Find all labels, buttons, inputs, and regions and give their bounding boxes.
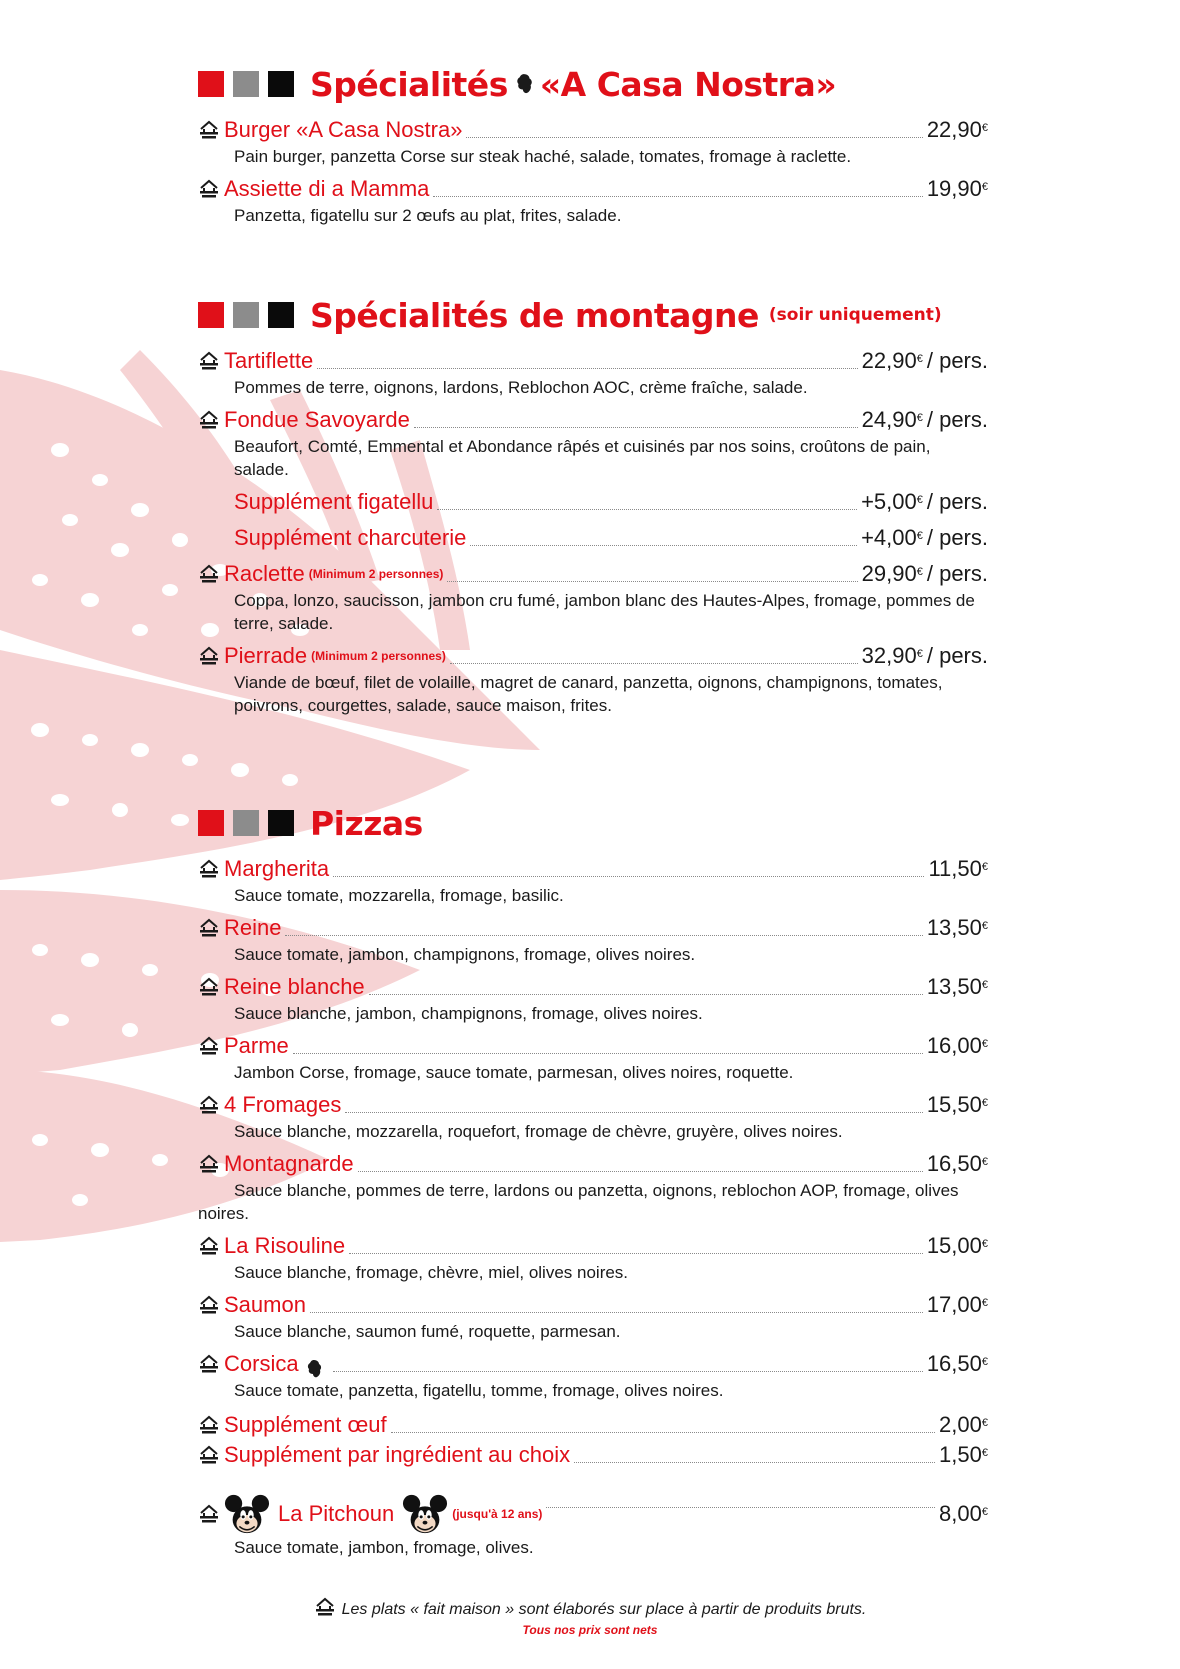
dot-leader [369, 994, 923, 995]
item-name: Supplément figatellu [234, 489, 434, 514]
item-price: 8,00€ [939, 1501, 988, 1526]
fait-maison-icon [198, 410, 220, 430]
fait-maison-icon [198, 120, 220, 140]
item-price: 13,50€ [926, 974, 988, 999]
menu-item-supplement [198, 1440, 988, 1470]
item-price: 16,50€ [926, 1351, 988, 1376]
fait-maison-icon [198, 351, 220, 371]
item-name: Pierrade [224, 643, 308, 668]
mickey-mouse-icon [402, 1493, 448, 1535]
item-name: Tartiflette [224, 348, 314, 373]
corsica-map-icon [514, 73, 534, 95]
grey-square-icon [233, 302, 259, 328]
item-price: 16,00€ [926, 1033, 988, 1058]
item-name: Supplément œuf [224, 1412, 387, 1437]
item-price: 24,90€ / pers. [861, 407, 988, 432]
fait-maison-icon [198, 1036, 220, 1056]
dot-leader [293, 1053, 923, 1054]
item-name: Parme [224, 1033, 289, 1058]
section-montagne [198, 290, 988, 717]
mickey-mouse-icon [224, 1493, 270, 1535]
item-price: 11,50€ [928, 856, 988, 881]
menu-item [198, 641, 988, 717]
item-description: Sauce blanche, saumon fumé, roquette, parmesan. [234, 1322, 621, 1341]
item-description: Sauce blanche, mozzarella, roquefort, fromage de chèvre, gruyère, olives noires. [234, 1122, 843, 1141]
section-casa-nostra [198, 59, 988, 227]
grey-square-icon [233, 71, 259, 97]
dot-leader [414, 427, 858, 428]
fait-maison-icon [198, 1354, 220, 1374]
item-price: 1,50€ [939, 1442, 988, 1467]
item-price: +4,00€ / pers. [861, 525, 988, 550]
item-note: (Minimum 2 personnes) [311, 649, 446, 663]
menu-item [198, 1149, 988, 1225]
section-title: Pizzas [310, 803, 423, 843]
item-name: Fondue Savoyarde [224, 407, 410, 432]
item-price: 13,50€ [926, 915, 988, 940]
grey-square-icon [233, 810, 259, 836]
item-name: Corsica [224, 1351, 299, 1376]
red-square-icon [198, 71, 224, 97]
item-note: (jusqu'à 12 ans) [452, 1507, 543, 1521]
corsica-map-icon [305, 1359, 323, 1379]
black-square-icon [268, 810, 294, 836]
item-name: Margherita [224, 856, 330, 881]
item-name: 4 Fromages [224, 1092, 342, 1117]
item-description: Sauce blanche, jambon, champignons, fromage, olives noires. [234, 1004, 703, 1023]
menu-item [198, 174, 988, 227]
fait-maison-icon [198, 1236, 220, 1256]
section-heading [198, 798, 988, 848]
fait-maison-icon [198, 859, 220, 879]
item-price: 22,90€ [926, 117, 988, 142]
menu-item [198, 346, 988, 399]
fait-maison-icon [198, 977, 220, 997]
dot-leader [574, 1462, 935, 1463]
item-price: 16,50€ [926, 1151, 988, 1176]
item-name: La Risouline [224, 1233, 346, 1258]
section-title-suffix: «A Casa Nostra» [539, 64, 837, 104]
section-title: Spécialités [310, 64, 508, 104]
item-price: 32,90€ / pers. [861, 643, 988, 668]
item-description: Panzetta, figatellu sur 2 œufs au plat, frites, salade. [234, 206, 622, 225]
item-description: Sauce blanche, fromage, chèvre, miel, olives noires. [234, 1263, 629, 1282]
fait-maison-icon [198, 1154, 220, 1174]
section-note: (soir uniquement) [768, 305, 942, 325]
item-description: Pain burger, panzetta Corse sur steak haché, salade, tomates, fromage à raclette. [234, 147, 852, 166]
footer-text: Les plats « fait maison » sont élaborés sur place à partir de produits bruts. [341, 1601, 867, 1618]
fait-maison-icon [198, 918, 220, 938]
dot-leader [358, 1171, 923, 1172]
menu-item [198, 1031, 988, 1084]
dot-leader [349, 1253, 923, 1254]
dot-leader [450, 663, 858, 664]
section-heading [198, 290, 988, 340]
section-title: Spécialités de montagne [310, 295, 759, 335]
footer-prices-note: Tous nos prix sont nets [522, 1623, 658, 1637]
red-square-icon [198, 302, 224, 328]
dot-leader [546, 1507, 935, 1508]
item-name: Burger «A Casa Nostra» [224, 117, 463, 142]
black-square-icon [268, 302, 294, 328]
fait-maison-icon [198, 646, 220, 666]
item-description: Sauce tomate, panzetta, figatellu, tomme, fromage, olives noires. [234, 1381, 724, 1400]
menu-item-supplement [198, 523, 988, 553]
menu-item-supplement [198, 487, 988, 517]
item-name: Raclette [224, 561, 305, 586]
item-name: Supplément par ingrédient au choix [224, 1442, 571, 1467]
item-name: Saumon [224, 1292, 306, 1317]
dot-leader [285, 935, 922, 936]
item-note: (Minimum 2 personnes) [308, 567, 444, 581]
fait-maison-icon [198, 179, 220, 199]
item-price: +5,00€ / pers. [861, 489, 988, 514]
item-price: 15,00€ [926, 1233, 988, 1258]
dot-leader [447, 581, 857, 582]
red-square-icon [198, 810, 224, 836]
menu-item [198, 913, 988, 966]
fait-maison-icon [198, 1095, 220, 1115]
menu-item [198, 1090, 988, 1143]
fait-maison-icon [198, 564, 220, 584]
menu-item [198, 1231, 988, 1284]
dot-leader [466, 137, 922, 138]
menu-item [198, 1290, 988, 1343]
menu-item-kids [198, 1492, 988, 1559]
menu-item [198, 854, 988, 907]
item-description: Sauce tomate, mozzarella, fromage, basilic. [234, 886, 564, 905]
dot-leader [437, 509, 857, 510]
item-price: 19,90€ [926, 176, 988, 201]
item-description: Pommes de terre, oignons, lardons, Reblochon AOC, crème fraîche, salade. [234, 378, 808, 397]
dot-leader [333, 876, 924, 877]
menu-item [198, 1349, 988, 1402]
section-heading [198, 59, 988, 109]
item-name: Assiette di a Mamma [224, 176, 430, 201]
item-description: Sauce tomate, jambon, champignons, fromage, olives noires. [234, 945, 696, 964]
black-square-icon [268, 71, 294, 97]
item-price: 15,50€ [926, 1092, 988, 1117]
item-price: 22,90€ / pers. [861, 348, 988, 373]
fait-maison-icon [198, 1445, 220, 1465]
item-name: Montagnarde [224, 1151, 354, 1176]
dot-leader [345, 1112, 922, 1113]
dot-leader [317, 368, 857, 369]
item-description: Viande de bœuf, filet de volaille, magret de canard, panzetta, oignons, champignons, tomates, poivrons, courgettes, salade, sauce maison, frites. [234, 673, 943, 715]
dot-leader [433, 196, 922, 197]
item-description: Sauce blanche, pommes de terre, lardons ou panzetta, oignons, reblochon AOP, fromage, olives noires. [198, 1181, 959, 1223]
footer-note [0, 1597, 1180, 1619]
menu-item [198, 115, 988, 168]
menu-item [198, 405, 988, 481]
item-name: Reine [224, 915, 282, 940]
item-description: Sauce tomate, jambon, fromage, olives. [234, 1538, 534, 1557]
item-name: La Pitchoun [278, 1501, 395, 1526]
fait-maison-icon [198, 1415, 220, 1435]
fait-maison-icon [198, 1504, 220, 1524]
item-price: 2,00€ [939, 1412, 988, 1437]
item-description: Beaufort, Comté, Emmental et Abondance râpés et cuisinés par nos soins, croûtons de pain, salade. [234, 437, 931, 479]
fait-maison-icon [314, 1597, 336, 1617]
dot-leader [391, 1432, 935, 1433]
item-price: 29,90€ / pers. [861, 561, 988, 586]
dot-leader [470, 545, 857, 546]
item-name: Reine blanche [224, 974, 365, 999]
menu-item-supplement [198, 1410, 988, 1440]
item-description: Jambon Corse, fromage, sauce tomate, parmesan, olives noires, roquette. [234, 1063, 794, 1082]
dot-leader [310, 1312, 923, 1313]
fait-maison-icon [198, 1295, 220, 1315]
item-description: Coppa, lonzo, saucisson, jambon cru fumé, jambon blanc des Hautes-Alpes, fromage, pommes de terre, salade. [234, 591, 975, 633]
menu-item [198, 972, 988, 1025]
item-name: Supplément charcuterie [234, 525, 467, 550]
menu-item [198, 559, 988, 635]
section-pizzas [198, 798, 988, 1559]
dot-leader [333, 1371, 923, 1372]
item-price: 17,00€ [926, 1292, 988, 1317]
